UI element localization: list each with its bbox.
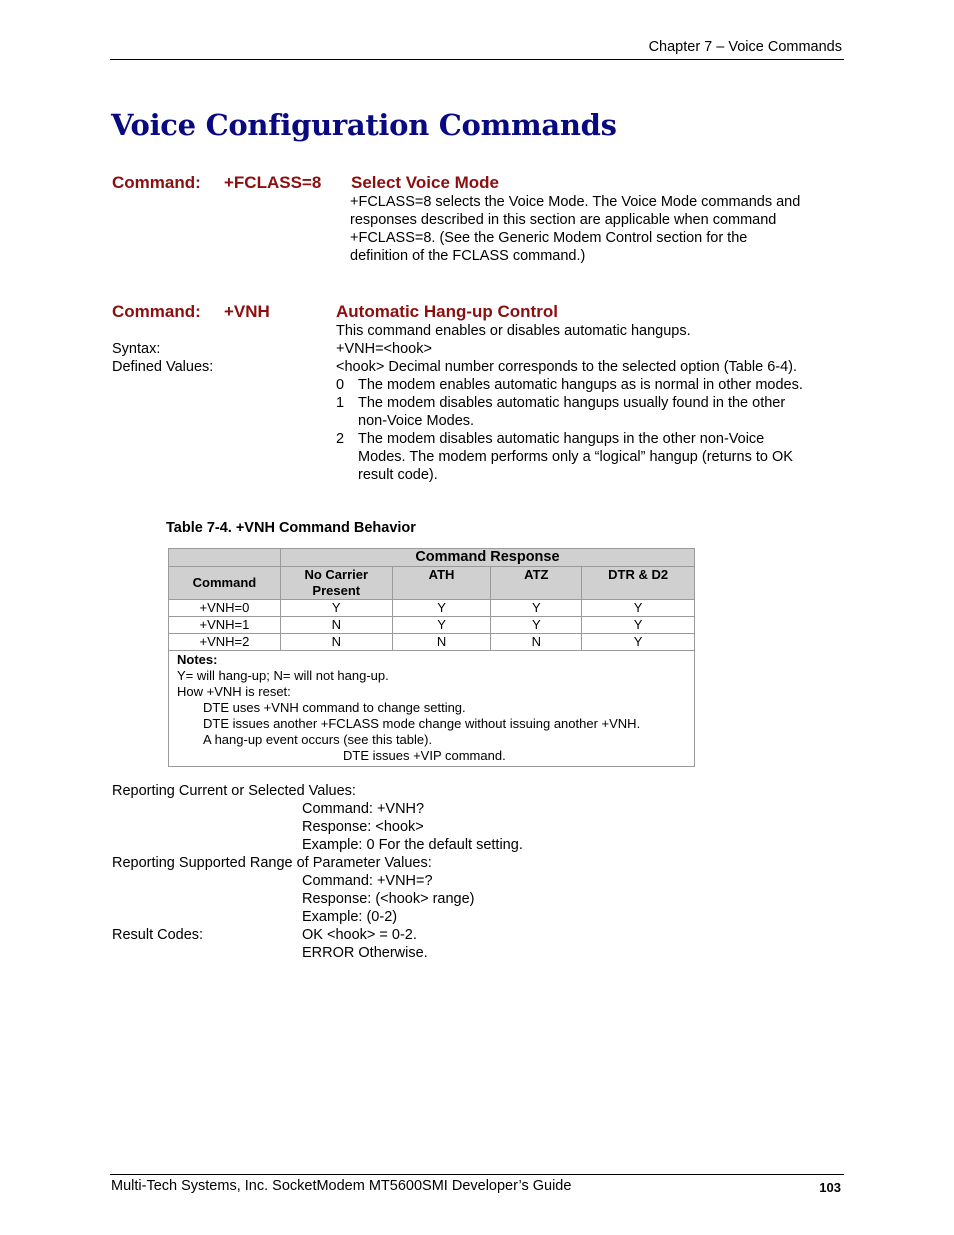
reporting-current-label: Reporting Current or Selected Values: xyxy=(112,783,356,799)
value-item-0: 0 The modem enables automatic hangups as is normal in other modes. xyxy=(336,377,803,393)
fclass-command-label: Command: xyxy=(112,173,201,192)
defined-values-label: Defined Values: xyxy=(112,359,214,375)
vnh-description: This command enables or disables automatic hangups. xyxy=(336,323,691,339)
reporting-range-label: Reporting Supported Range of Parameter Values: xyxy=(112,855,432,871)
fclass-description: +FCLASS=8 selects the Voice Mode. The Voice Mode commands and responses described in this section are applicable when command +FCLASS=8. (See the Generic Modem Control section for the definition of the FCLASS command.) xyxy=(350,194,801,264)
defined-values-list: 0 The modem enables automatic hangups as is normal in other modes. 1 The modem disables automatic hangups usually found in the other non-Voice Modes. 2 The modem disables automatic hangups in the other non-Voice Modes. The modem performs only a “logical” hangup (returns to OK result code). xyxy=(336,377,803,483)
vnh-behavior-table xyxy=(168,548,695,767)
group-header: Command Response xyxy=(280,549,694,567)
reporting-current-values: Command: +VNH? Response: <hook> Example: 0 For the default setting. xyxy=(302,801,523,853)
footer-text: Multi-Tech Systems, Inc. SocketModem MT5600SMI Developer’s Guide xyxy=(111,1178,572,1194)
col-header-no-carrier: No Carrier Present xyxy=(280,567,392,600)
table-row: +VNH=0 Y Y Y Y xyxy=(169,600,695,617)
fclass-command-name: Select Voice Mode xyxy=(351,173,500,192)
result-codes-values: OK <hook> = 0-2. ERROR Otherwise. xyxy=(302,927,428,961)
syntax-value: +VNH=<hook> xyxy=(336,341,432,357)
table-notes-row xyxy=(169,651,695,767)
table-header-row xyxy=(169,567,695,600)
vnh-command-name: Automatic Hang-up Control xyxy=(336,302,558,321)
result-codes-label: Result Codes: xyxy=(112,927,204,943)
table-group-header-row xyxy=(169,549,695,567)
syntax-label: Syntax: xyxy=(112,341,161,357)
reporting-range-values: Command: +VNH=? Response: (<hook> range) Example: (0-2) xyxy=(302,873,475,925)
col-header-atz: ATZ xyxy=(491,567,582,600)
header-rule xyxy=(110,59,844,60)
col-header-command: Command xyxy=(169,567,281,600)
running-header: Chapter 7 – Voice Commands xyxy=(648,39,842,55)
col-header-dtr: DTR & D2 xyxy=(582,567,695,600)
vnh-command: +VNH xyxy=(224,302,270,321)
page-number: 103 xyxy=(819,1180,841,1195)
page-title: Voice Configuration Commands xyxy=(111,108,617,142)
col-header-ath: ATH xyxy=(392,567,491,600)
vnh-command-label: Command: xyxy=(112,302,201,321)
fclass-command: +FCLASS=8 xyxy=(224,173,322,192)
value-item-1: 1 The modem disables automatic hangups usually found in the other xyxy=(336,395,786,411)
table-notes: Notes: Y= will hang-up; N= will not hang-up. How +VNH is reset: DTE uses +VNH command to change setting. DTE issues another +FCLASS mode change without issuing another +VNH. A hang-up event occurs (see this table). DTE issues +VIP command. xyxy=(169,651,695,767)
footer-rule xyxy=(110,1174,844,1175)
table-caption: Table 7-4. +VNH Command Behavior xyxy=(166,520,416,536)
table-row: +VNH=2 N N N Y xyxy=(169,634,695,651)
defined-values-intro: <hook> Decimal number corresponds to the selected option (Table 6-4). xyxy=(336,359,798,375)
table-row: +VNH=1 N Y Y Y xyxy=(169,617,695,634)
value-item-2: 2 The modem disables automatic hangups in the other non-Voice xyxy=(336,431,765,447)
